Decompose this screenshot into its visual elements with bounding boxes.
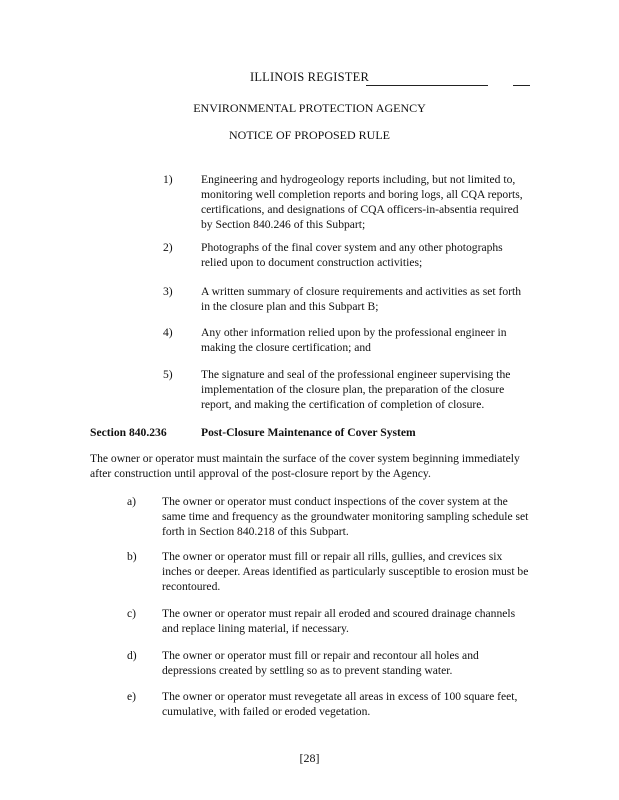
list-item: The owner or operator must revegetate all areas in excess of 100 square feet, cumulative, with failed or eroded vegetation. xyxy=(162,690,518,718)
section-number: Section 840.236 xyxy=(90,426,167,439)
list-item: The owner or operator must fill or repair and recontour all holes and depressions created by settling so as to prevent standing water. xyxy=(162,649,479,677)
item-number: 4) xyxy=(163,326,173,339)
item-number: 2) xyxy=(163,241,173,254)
list-item: A written summary of closure requirements and activities as set forth in the closure plan and this Subpart B; xyxy=(201,285,522,313)
page-number: [28] xyxy=(299,751,320,765)
item-letter: d) xyxy=(127,649,137,662)
register-header xyxy=(0,70,619,85)
notice-title: NOTICE OF PROPOSED RULE xyxy=(228,128,390,142)
list-item: Photographs of the final cover system and any other photographs relied upon to document construction activities; xyxy=(201,241,503,269)
item-letter: c) xyxy=(127,607,137,620)
list-item: Any other information relied upon by the professional engineer in making the closure certification; and xyxy=(201,326,507,354)
item-letter: a) xyxy=(127,495,137,508)
item-letter: e) xyxy=(127,690,137,703)
item-number: 3) xyxy=(163,285,173,298)
section-intro: The owner or operator must maintain the surface of the cover system beginning immediately after construction until approval of the post-closure report by the Agency. xyxy=(90,452,520,480)
list-item: The signature and seal of the professional engineer supervising the implementation of the closure plan, the preparation of the closure report, and making the certification of completion of closure. xyxy=(201,368,511,411)
item-number: 5) xyxy=(163,368,173,381)
register-title: ILLINOIS REGISTER xyxy=(249,70,369,84)
header-underline xyxy=(366,85,488,86)
section-title: Post-Closure Maintenance of Cover System xyxy=(201,426,416,439)
item-number: 1) xyxy=(163,173,173,186)
list-item: The owner or operator must fill or repair all rills, gullies, and crevices six inches or deeper. Areas identified as particularly susceptible to erosion must be recontoured. xyxy=(162,550,529,593)
agency-name: ENVIRONMENTAL PROTECTION AGENCY xyxy=(193,101,426,115)
list-item: The owner or operator must repair all eroded and scoured drainage channels and replace lining material, if necessary. xyxy=(162,607,516,635)
list-item: Engineering and hydrogeology reports including, but not limited to, monitoring well completion reports and boring logs, all CQA reports, certifications, and designations of CQA officers-in-absentia required by Section 840.246 of this Subpart; xyxy=(201,173,523,231)
header-underline-end xyxy=(513,85,530,86)
item-letter: b) xyxy=(127,550,137,563)
list-item: The owner or operator must conduct inspections of the cover system at the same time and frequency as the groundwater monitoring sampling schedule set forth in Section 840.218 of this Subpart. xyxy=(162,495,529,538)
